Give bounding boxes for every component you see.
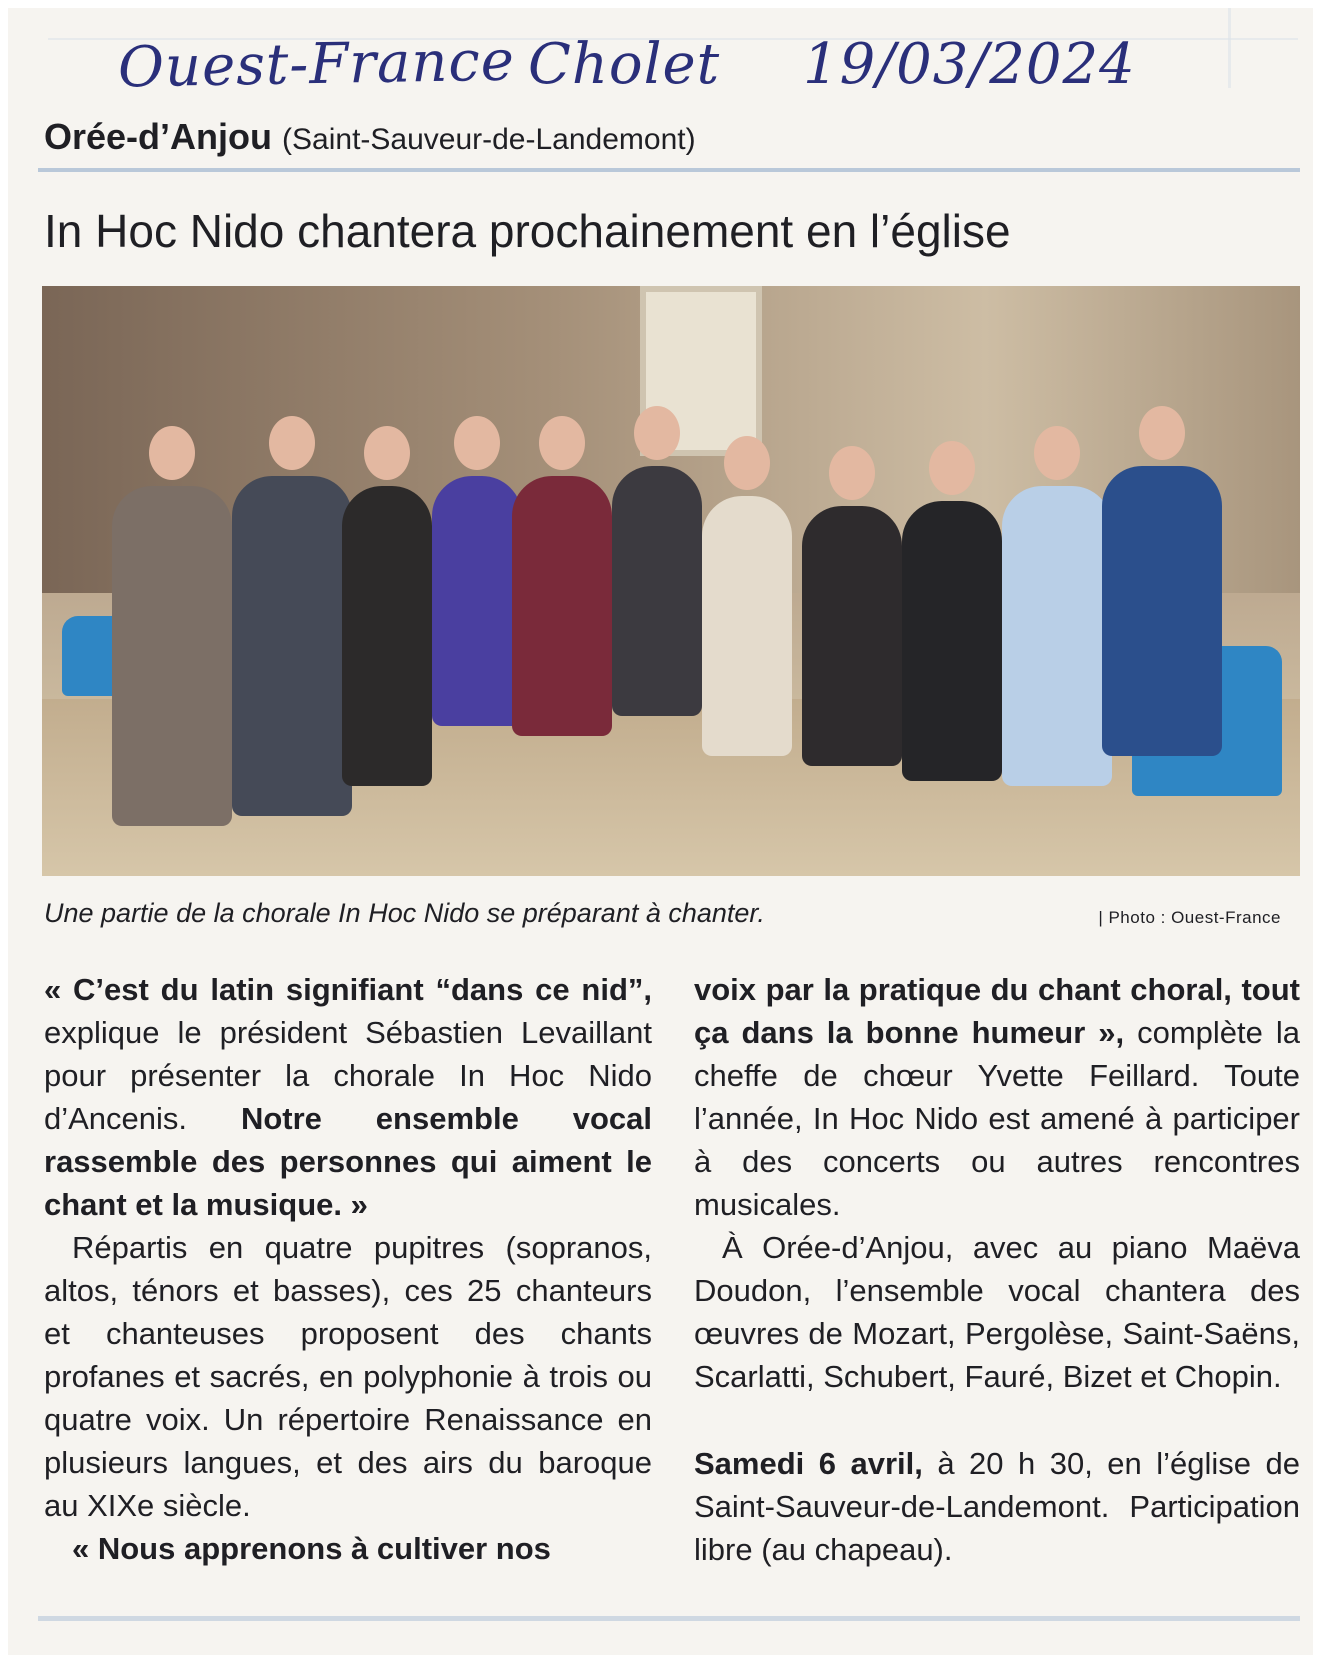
photo-person bbox=[512, 476, 612, 736]
quote-bold: Notre ensemble vocal rassemble des personnes qui aiment le chant et la musique. » bbox=[44, 1101, 652, 1222]
article-location bbox=[44, 116, 696, 158]
photo-person bbox=[432, 476, 522, 726]
event-date: Samedi 6 avril, bbox=[694, 1446, 923, 1481]
article-column-right bbox=[694, 968, 1300, 1571]
handwritten-annotation bbox=[8, 18, 1313, 113]
photo-person bbox=[112, 486, 232, 826]
handwritten-date: 19/03/2024 bbox=[803, 32, 1136, 97]
paragraph bbox=[44, 1527, 652, 1570]
paragraph: Répartis en quatre pupitres (sopranos, altos, ténors et basses), ces 25 chanteurs et chanteuses proposent des chants profanes et sacrés, en polyphonie à trois ou quatre voix. Un répertoire Renaissance en plusieurs langues, et des airs du baroque au XIXe siècle. bbox=[44, 1230, 652, 1523]
paragraph: À Orée-d’Anjou, avec au piano Maëva Doudon, l’ensemble vocal chantera des œuvres de Mozart, Pergolèse, Saint-Saëns, Scarlatti, Schubert, Fauré, Bizet et Chopin. bbox=[694, 1230, 1300, 1394]
paragraph bbox=[44, 968, 652, 1226]
handwritten-paper: Ouest-France bbox=[117, 28, 516, 101]
photo-person bbox=[1102, 466, 1222, 756]
photo-person bbox=[802, 506, 902, 766]
bottom-rule bbox=[38, 1616, 1300, 1621]
newspaper-clipping bbox=[8, 8, 1313, 1655]
photo-person bbox=[232, 476, 352, 816]
article-headline: In Hoc Nido chantera prochainement en l’église bbox=[44, 205, 1011, 257]
article-column-left bbox=[44, 968, 652, 1570]
location-name: Orée-d’Anjou bbox=[44, 116, 273, 157]
quote-bold: voix par la pratique du chant choral, tout ça dans la bonne humeur », bbox=[694, 972, 1300, 1050]
photo-person bbox=[902, 501, 1002, 781]
body-text: explique le président Sébastien Levaillant pour présenter la chorale In Hoc Nido d’Ancenis. bbox=[44, 1015, 652, 1136]
event-details: à 20 h 30, en l’église de Saint-Sauveur-de-Landemont. Participation libre (au chapeau). bbox=[694, 1446, 1300, 1567]
choir-photo bbox=[42, 286, 1300, 876]
body-text: complète la cheffe de chœur Yvette Feillard. Toute l’année, In Hoc Nido est amené à participer à des concerts ou autres rencontres musicales. bbox=[694, 1015, 1300, 1222]
section-rule bbox=[38, 168, 1300, 172]
photo-person bbox=[1002, 486, 1112, 786]
photo-person bbox=[702, 496, 792, 756]
photo-person bbox=[612, 466, 702, 716]
photo-person bbox=[342, 486, 432, 786]
quote-bold: « Nous apprenons à cultiver nos bbox=[72, 1531, 551, 1566]
event-info bbox=[694, 1442, 1300, 1571]
quote-bold: « C’est du latin signifiant “dans ce nid”, bbox=[44, 972, 652, 1007]
photo-credit: | Photo : Ouest-France bbox=[1098, 908, 1281, 927]
paragraph bbox=[694, 968, 1300, 1226]
location-sub: (Saint-Sauveur-de-Landemont) bbox=[282, 123, 696, 156]
handwritten-edition: Cholet bbox=[528, 32, 721, 97]
photo-caption: Une partie de la chorale In Hoc Nido se préparant à chanter. bbox=[44, 898, 765, 928]
